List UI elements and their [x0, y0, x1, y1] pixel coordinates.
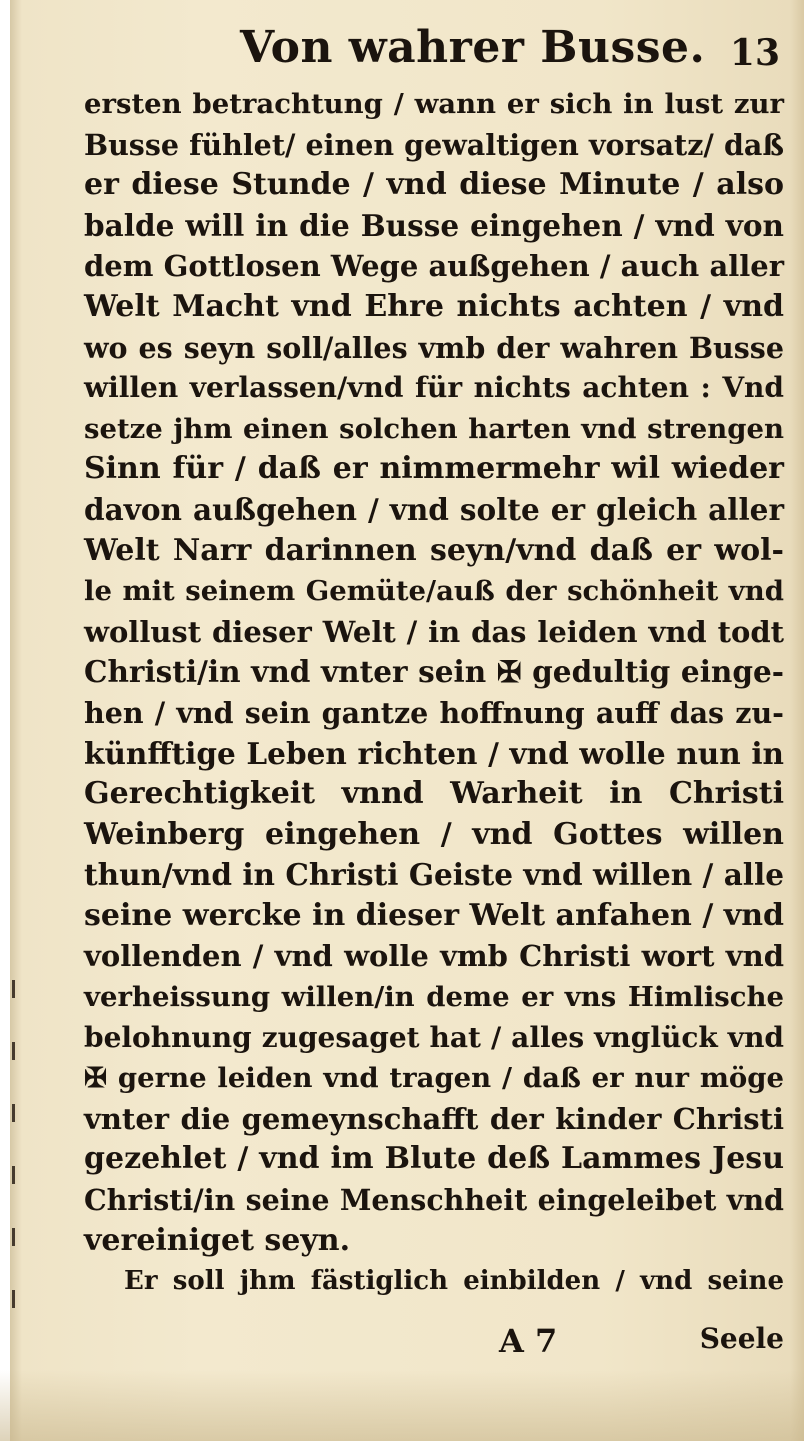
margin-mark [12, 1228, 15, 1246]
margin-mark [12, 1042, 15, 1060]
margin-mark [12, 1104, 15, 1122]
text-line: davon außgehen / vnd solte er gleich aller [84, 491, 784, 527]
text-line: Sinn für / daß er nimmermehr wil wieder [84, 451, 784, 487]
text-line: Christi/in seine Menschheit eingeleibet vnd [84, 1183, 784, 1218]
text-block [84, 84, 784, 1302]
text-line: thun/vnd in Christi Geiste vnd willen / alle [84, 857, 784, 893]
text-line: le mit seinem Gemüte/auß der schönheit vnd [84, 575, 784, 608]
page-footer [84, 1322, 784, 1366]
text-line: gezehlet / vnd im Blute deß Lammes Jesu [84, 1141, 784, 1177]
text-line: Weinberg eingehen / vnd Gottes willen [84, 816, 784, 852]
text-line: wo es seyn soll/alles vmb der wahren Busse [84, 330, 784, 365]
text-line: er diese Stunde / vnd diese Minute / also [84, 167, 784, 203]
text-line: vnter die gemeynschafft der kinder Christi [84, 1101, 784, 1136]
text-line: wollust dieser Welt / in das leiden vnd todt [84, 614, 784, 649]
text-line: Gerechtigkeit vnnd Warheit in Christi [84, 776, 784, 812]
text-line: Busse fühlet/ einen gewaltigen vorsatz/ daß [84, 127, 784, 162]
margin-mark [12, 980, 15, 998]
page-header [90, 22, 780, 84]
text-line: Welt Narr darinnen seyn/vnd daß er wol- [84, 532, 784, 568]
text-line: belohnung zugesaget hat / alles vnglück vnd [84, 1020, 784, 1054]
text-line: vereiniget seyn. [84, 1222, 351, 1258]
margin-bleed-marks [12, 980, 18, 1352]
text-line: dem Gottlosen Wege außgehen / auch aller [84, 249, 784, 284]
page-gutter-edge [0, 0, 10, 1441]
text-line: ersten betrachtung / wann er sich in lust zur [84, 88, 784, 120]
page-number: 13 [729, 32, 780, 74]
text-line: setze jhm einen solchen harten vnd strengen [84, 412, 784, 445]
text-line: Christi/in vnd vnter sein ✠ gedultig einge- [84, 654, 784, 690]
text-line: verheissung willen/in deme er vns Himlische [84, 981, 784, 1014]
text-line: balde will in die Busse eingehen / vnd von [84, 207, 784, 243]
text-line: hen / vnd sein gantze hoffnung auff das zu- [84, 695, 784, 730]
catchword: Seele [699, 1322, 784, 1355]
signature-mark: A 7 [499, 1322, 558, 1360]
margin-mark [12, 1290, 15, 1308]
text-line: Welt Macht vnd Ehre nichts achten / vnd [84, 288, 784, 324]
text-line: künfftige Leben richten / vnd wolle nun in [84, 735, 784, 771]
text-line: vollenden / vnd wolle vmb Christi wort vnd [84, 939, 784, 974]
text-line: willen verlassen/vnd für nichts achten : Vnd [84, 371, 784, 405]
text-line: seine wercke in dieser Welt anfahen / vnd [84, 897, 784, 933]
margin-mark [12, 1166, 15, 1184]
text-line: ✠ gerne leiden vnd tragen / daß er nur möge [84, 1062, 784, 1095]
text-line: Er soll jhm fästiglich einbilden / vnd seine [124, 1266, 784, 1297]
running-title: Von wahrer Busse. [240, 22, 706, 73]
